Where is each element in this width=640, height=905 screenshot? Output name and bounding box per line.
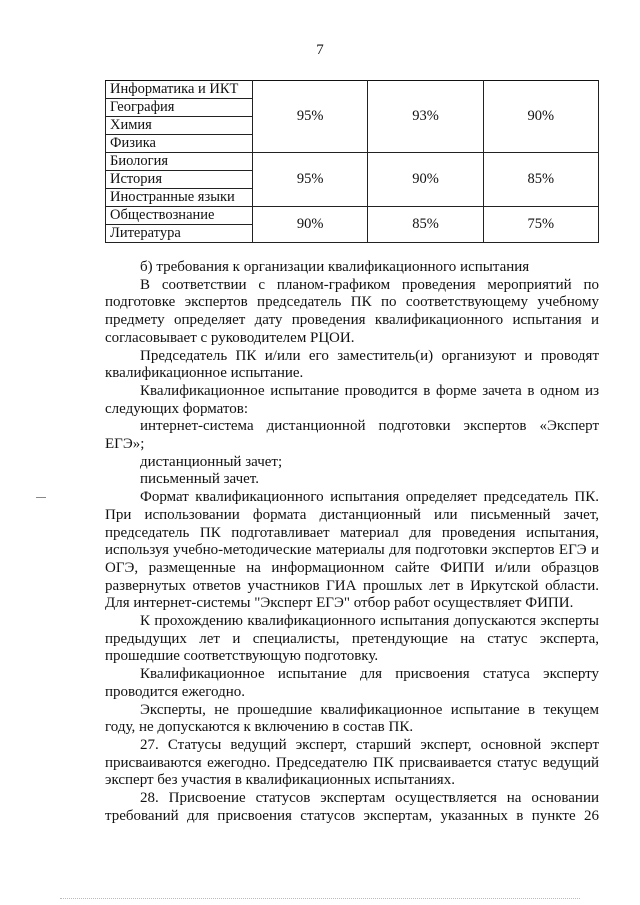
subject-cell: Физика (106, 135, 253, 153)
value-cell: 75% (483, 207, 598, 243)
paragraph: дистанционный зачет; (140, 453, 283, 470)
paragraph: Квалификационное испытание проводится в форме зачета в одном из следующих форматов: (105, 382, 599, 417)
subject-cell: Обществознание (106, 207, 253, 225)
value-cell: 95% (253, 153, 368, 207)
page-bottom-edge (60, 896, 580, 899)
paragraph: Формат квалификационного испытания определяет председатель ПК. При использовании формата дистанционный или письменный зачет, председатель ПК подготавливает материал для проведения испытания, используя учебно-методические материалы для подготовки экспертов ЕГЭ и ОГЭ, размещенные на информационном сайте ФИПИ и/или образцов развернутых ответов участников ГИА прошлых лет в Иркутской области. Для интернет-системы "Эксперт ЕГЭ" отбор работ осуществляет ФИПИ. (105, 489, 599, 612)
subject-cell: История (106, 171, 253, 189)
paragraph: Квалификационное испытание для присвоения статуса эксперту проводится ежегодно. (105, 666, 599, 700)
table-row (106, 153, 599, 171)
paragraph: 27. Статусы ведущий эксперт, старший эксперт, основной эксперт присваиваются ежегодно. Председателю ПК присваивается статус ведущий эксперт без участия в квалификационных испытаниях. (105, 736, 599, 789)
value-cell: 90% (483, 81, 598, 153)
body-text (105, 259, 599, 826)
subject-cell: Иностранные языки (106, 189, 253, 207)
paragraph: В соответствии с планом-графиком проведения мероприятий по подготовке экспертов председатель ПК по соответствующему учебному предмету определяет дату проведения квалификационного испытания и согласовывает с руководителем РЦОИ. (105, 276, 599, 346)
table-row (106, 81, 599, 99)
value-cell: 85% (368, 207, 483, 243)
margin-mark (36, 497, 46, 500)
value-cell: 90% (368, 153, 483, 207)
value-cell: 95% (253, 81, 368, 153)
page-number: 7 (316, 42, 324, 58)
value-cell: 93% (368, 81, 483, 153)
paragraph: Председатель ПК и/или его заместитель(и) организуют и проводят квалификационное испытание. (105, 347, 599, 382)
subject-cell: Химия (106, 117, 253, 135)
value-cell: 90% (253, 207, 368, 243)
subject-cell: Информатика и ИКТ (106, 81, 253, 99)
subject-cell: Литература (106, 225, 253, 243)
grades-table (105, 80, 599, 243)
subject-cell: Биология (106, 153, 253, 171)
section-heading: б) требования к организации квалификационного испытания (140, 259, 530, 275)
value-cell: 85% (483, 153, 598, 207)
table-row (106, 207, 599, 225)
paragraph: К прохождению квалификационного испытания допускаются эксперты предыдущих лет и специалисты, претендующие на статус эксперта, прошедшие соответствующую подготовку. (105, 613, 599, 665)
subject-cell: География (106, 99, 253, 117)
paragraph: 28. Присвоение статусов экспертам осуществляется на основании требований для присвоения статусов экспертам, указанных в пункте 26 (105, 790, 599, 824)
paragraph: интернет-система дистанционной подготовки экспертов «Эксперт ЕГЭ»; (105, 418, 599, 453)
paragraph: Эксперты, не прошедшие квалификационное испытание в текущем году, не допускаются к включению в состав ПК. (105, 701, 599, 736)
paragraph: письменный зачет. (140, 471, 259, 488)
